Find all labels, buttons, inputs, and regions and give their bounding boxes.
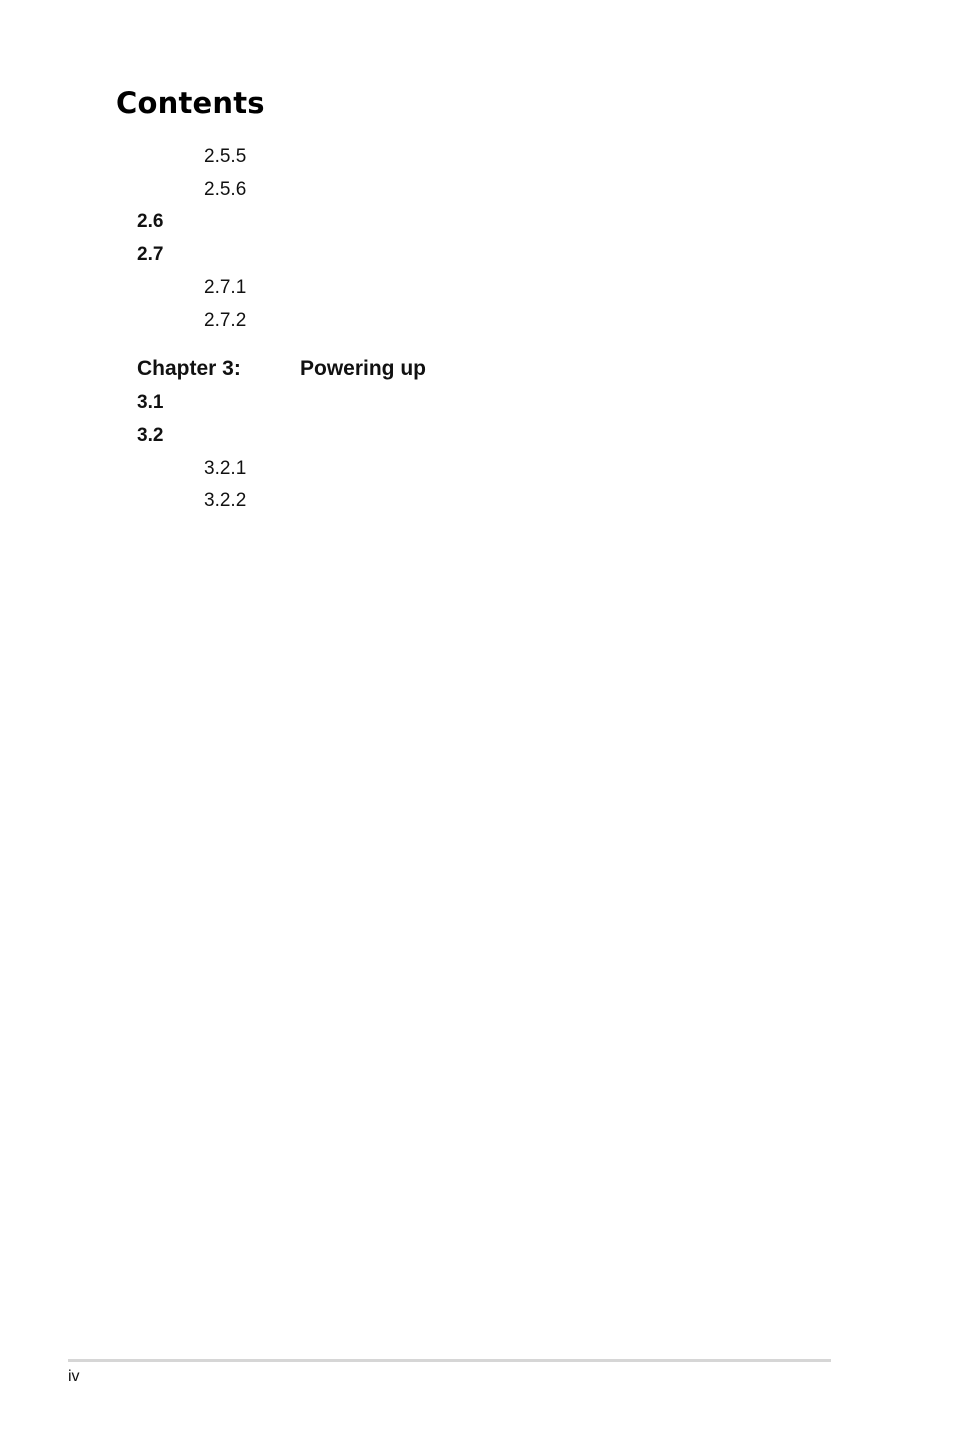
entry-number: 3.1 [137,392,164,413]
chapter-title: Powering up [300,357,426,380]
entry-number: 2.7.2 [204,310,247,331]
footer-page-number: iv [68,1368,80,1385]
entry-number: 2.5.6 [204,179,247,200]
chapter-label: Chapter 3: [137,357,241,380]
entry-number: 3.2.1 [204,458,247,479]
footer-divider [68,1359,831,1362]
entry-number: 2.5.5 [204,146,247,167]
entry-number: 3.2.2 [204,490,247,511]
page-title: Contents [116,86,265,120]
entry-number: 3.2 [137,425,164,446]
entry-number: 2.7.1 [204,277,247,298]
entry-number: 2.6 [137,211,164,232]
entry-number: 2.7 [137,244,164,265]
